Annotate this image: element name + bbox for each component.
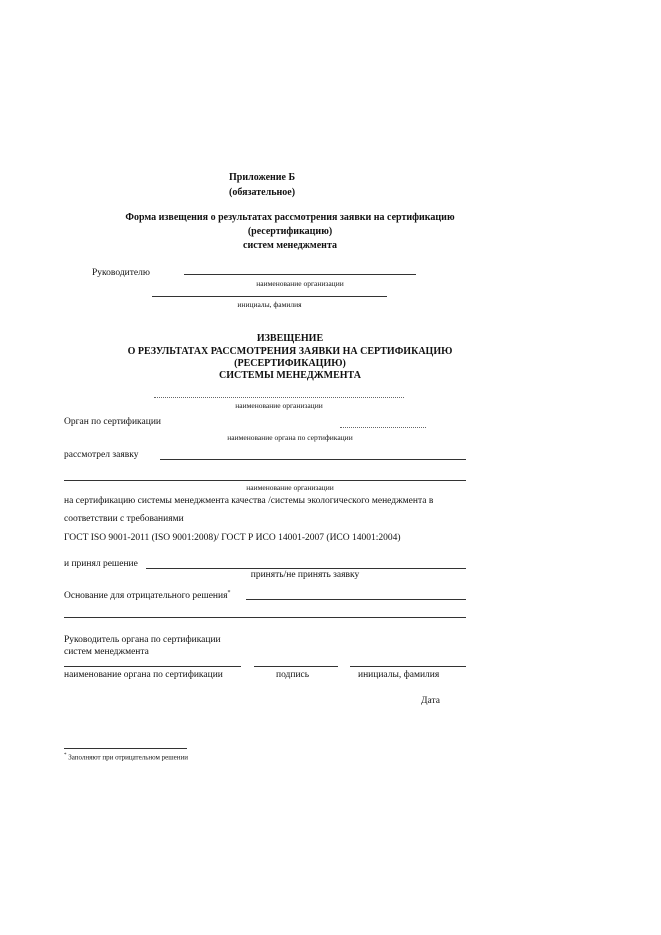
head-title-line2: систем менеджмента: [64, 647, 149, 657]
org-caption-2: наименование организации: [246, 483, 334, 492]
form-title-line1: Форма извещения о результатах рассмотрения заявки на сертификацию: [125, 212, 455, 223]
negative-basis-line: [246, 599, 466, 600]
addressee-org-caption: наименование организации: [256, 279, 344, 288]
signature-body-line: [64, 666, 241, 667]
appendix-title: Приложение Б: [229, 172, 296, 183]
notice-title-line3: (РЕСЕРТИФИКАЦИЮ): [234, 358, 346, 369]
footnote: * Заполняют при отрицательном решении: [64, 753, 189, 762]
negative-basis-label: Основание для отрицательного решения*: [64, 590, 231, 602]
footnote-separator: [64, 748, 187, 749]
standards-line: ГОСТ ISO 9001-2011 (ISO 9001:2008)/ ГОСТ Р ИСО 14001-2007 (ИСО 14001:2004): [64, 533, 401, 543]
form-title-line3: систем менеджмента: [243, 240, 337, 251]
notice-title-line2: О РЕЗУЛЬТАТАХ РАССМОТРЕНИЯ ЗАЯВКИ НА СЕРТИФИКАЦИЮ: [127, 346, 453, 357]
notice-title-line4: СИСТЕМЫ МЕНЕДЖМЕНТА: [219, 370, 361, 381]
addressee-org-line: [184, 274, 416, 275]
signature-body-caption: наименование органа по сертификации: [64, 670, 223, 680]
signature-name-caption: инициалы, фамилия: [358, 670, 440, 680]
decision-label: и принял решение: [64, 559, 138, 569]
reviewed-label: рассмотрел заявку: [64, 450, 139, 460]
addressee-label: Руководителю: [92, 268, 150, 278]
cert-body-label: Орган по сертификации: [64, 417, 161, 427]
org-line-2: [64, 480, 466, 481]
cert-body-line: [340, 427, 426, 428]
signature-sign-line: [254, 666, 338, 667]
compliance-line: соответствии с требованиями: [64, 514, 184, 524]
signature-name-line: [350, 666, 466, 667]
notice-title-line1: ИЗВЕЩЕНИЕ: [256, 333, 324, 344]
scope-line: на сертификацию системы менеджмента качества /системы экологического менеджмента в: [64, 496, 434, 506]
signature-sign-caption: подпись: [276, 670, 310, 680]
decision-caption: принять/не принять заявку: [250, 570, 360, 580]
cert-body-caption: наименование органа по сертификации: [227, 433, 353, 442]
head-title-line1: Руководитель органа по сертификации: [64, 635, 221, 645]
addressee-name-line: [152, 296, 387, 297]
org-name-caption: наименование организации: [235, 401, 323, 410]
appendix-subtitle: (обязательное): [229, 187, 296, 198]
form-title-line2: (ресертификацию): [247, 226, 333, 237]
addressee-name-caption: инициалы, фамилия: [237, 300, 302, 309]
decision-line: [146, 568, 466, 569]
negative-basis-line-2: [64, 617, 466, 618]
date-label: Дата: [421, 696, 440, 706]
org-name-line: [154, 397, 404, 398]
reviewed-line: [160, 459, 466, 460]
